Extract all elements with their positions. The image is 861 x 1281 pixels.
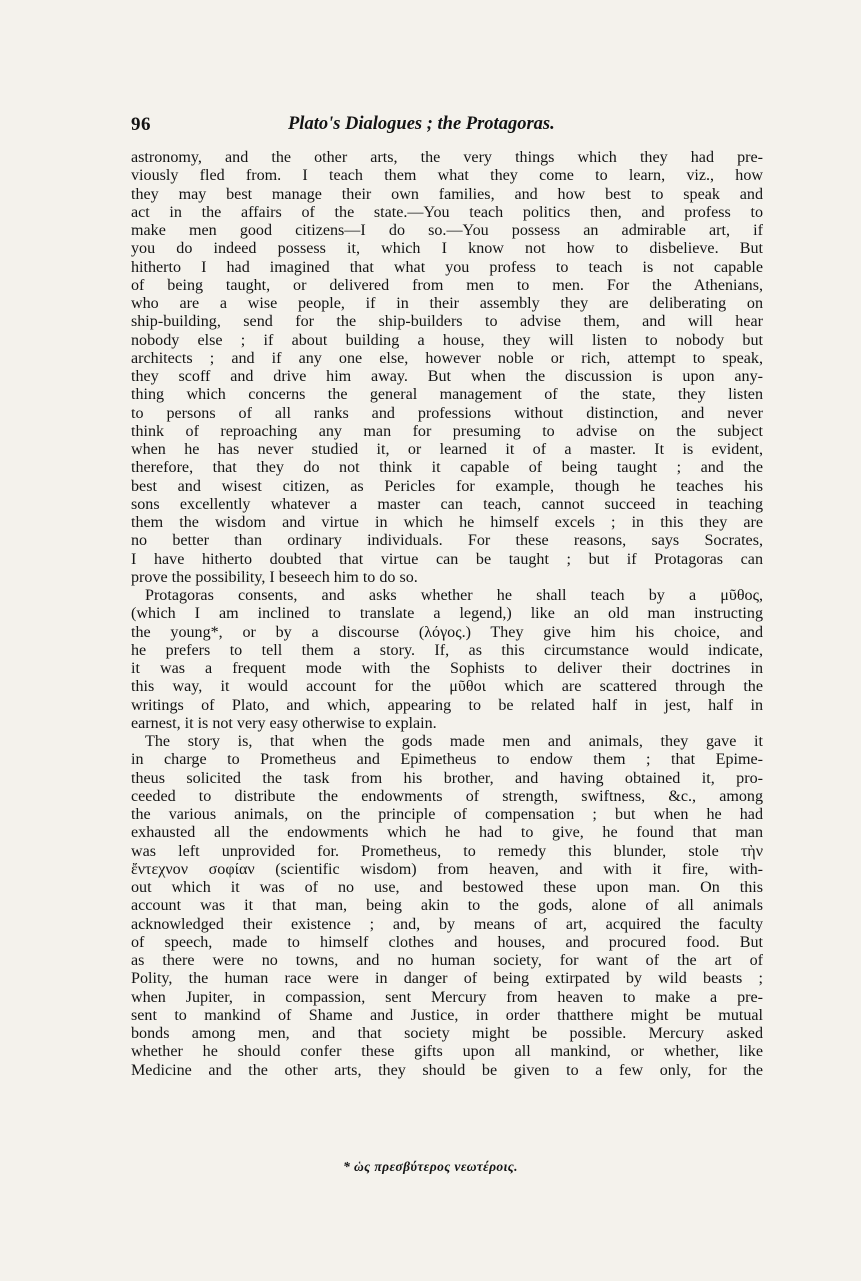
text-line: they may best manage their own families, and how best to speak and — [131, 185, 763, 203]
text-line: ἔντεχνον σοφίαν (scientific wisdom) from heaven, and with it fire, with- — [131, 860, 763, 878]
text-line: earnest, it is not very easy otherwise to explain. — [131, 714, 437, 732]
text-line: the young*, or by a discourse (λόγος.) They give him his choice, and — [131, 623, 763, 641]
text-line: Protagoras consents, and asks whether he shall teach by a μῦθος, — [145, 587, 763, 604]
text-line: prove the possibility, I beseech him to do so. — [131, 568, 418, 586]
text-line: viously fled from. I teach them what they come to learn, viz., how — [131, 167, 763, 185]
text-line: when he has never studied it, or learned it of a master. It is evident, — [131, 441, 763, 458]
text-line: when Jupiter, in compassion, sent Mercury from heaven to make a pre- — [131, 988, 763, 1006]
text-line: The story is, that when the gods made men and animals, they gave it — [145, 733, 763, 750]
page-number: 96 — [131, 114, 151, 135]
text-line: architects ; and if any one else, however noble or rich, attempt to speak, — [131, 349, 763, 367]
text-line: who are a wise people, if in their assembly they are deliberating on — [131, 295, 763, 312]
text-line: as there were no towns, and no human society, for want of the art of — [131, 952, 763, 969]
page-header — [131, 114, 763, 140]
text-line: Polity, the human race were in danger of being extirpated by wild beasts ; — [131, 970, 763, 988]
running-title: Plato's Dialogues ; the Protagoras. — [288, 114, 555, 134]
text-line: exhausted all the endowments which he had to give, he found that man — [131, 824, 763, 842]
text-line: make men good citizens—I do so.—You possess an admirable art, if — [131, 222, 763, 239]
text-line: I have hitherto doubted that virtue can be taught ; but if Protagoras can — [131, 550, 763, 568]
text-line: Medicine and the other arts, they should be given to a few only, for the — [131, 1061, 763, 1079]
text-line: writings of Plato, and which, appearing to be related half in jest, half in — [131, 696, 763, 714]
text-line: to persons of all ranks and professions without distinction, and never — [131, 404, 763, 422]
text-line: of being taught, or delivered from men to men. For the Athenians, — [131, 276, 763, 294]
text-line: nobody else ; if about building a house, they will listen to nobody but — [131, 331, 763, 349]
text-line: acknowledged their existence ; and, by means of art, acquired the faculty — [131, 915, 763, 933]
text-line: he prefers to tell them a story. If, as this circumstance would indicate, — [131, 641, 763, 659]
text-line: therefore, that they do not think it capable of being taught ; and the — [131, 459, 763, 477]
text-line: ceeded to distribute the endowments of strength, swiftness, &c., among — [131, 787, 763, 805]
body-text — [131, 149, 763, 1080]
text-line: sent to mankind of Shame and Justice, in order thatthere might be mutual — [131, 1006, 763, 1024]
text-line: it was a frequent mode with the Sophists to deliver their doctrines in — [131, 660, 763, 677]
text-line: best and wisest citizen, as Pericles for example, though he teaches his — [131, 477, 763, 495]
text-line: bonds among men, and that society might be possible. Mercury asked — [131, 1025, 763, 1042]
text-line: whether he should confer these gifts upon all mankind, or whether, like — [131, 1043, 763, 1061]
text-line: theus solicited the task from his brother, and having obtained it, pro- — [131, 769, 763, 787]
text-line: thing which concerns the general management of the state, they listen — [131, 386, 763, 404]
text-line: (which I am inclined to translate a legend,) like an old man instructing — [131, 605, 763, 623]
text-line: this way, it would account for the μῦθοι which are scattered through the — [131, 678, 763, 696]
text-line: out which it was of no use, and bestowed these upon man. On this — [131, 879, 763, 896]
footnote: * ὡς πρεσβύτερος νεωτέροις. — [343, 1159, 518, 1174]
text-line: them the wisdom and virtue in which he himself excels ; in this they are — [131, 514, 763, 531]
text-line: sons excellently whatever a master can teach, cannot succeed in teaching — [131, 495, 763, 513]
text-line: the various animals, on the principle of compensation ; but when he had — [131, 806, 763, 823]
text-line: hitherto I had imagined that what you profess to teach is not capable — [131, 258, 763, 276]
text-line: account was it that man, being akin to the gods, alone of all animals — [131, 897, 763, 915]
text-line: ship-building, send for the ship-builders to advise them, and will hear — [131, 313, 763, 331]
text-line: think of reproaching any man for presuming to advise on the subject — [131, 422, 763, 440]
text-line: was left unprovided for. Prometheus, to remedy this blunder, stole τὴν — [131, 842, 763, 860]
text-line: in charge to Prometheus and Epimetheus to endow them ; that Epime- — [131, 751, 763, 769]
text-line: act in the affairs of the state.—You teach politics then, and profess to — [131, 203, 763, 221]
text-line: you do indeed possess it, which I know not how to disbelieve. But — [131, 240, 763, 258]
text-line: astronomy, and the other arts, the very things which they had pre- — [131, 149, 763, 166]
text-line: no better than ordinary individuals. For these reasons, says Socrates, — [131, 532, 763, 550]
text-line: they scoff and drive him away. But when the discussion is upon any- — [131, 368, 763, 385]
text-line: of speech, made to himself clothes and houses, and procured food. But — [131, 933, 763, 951]
